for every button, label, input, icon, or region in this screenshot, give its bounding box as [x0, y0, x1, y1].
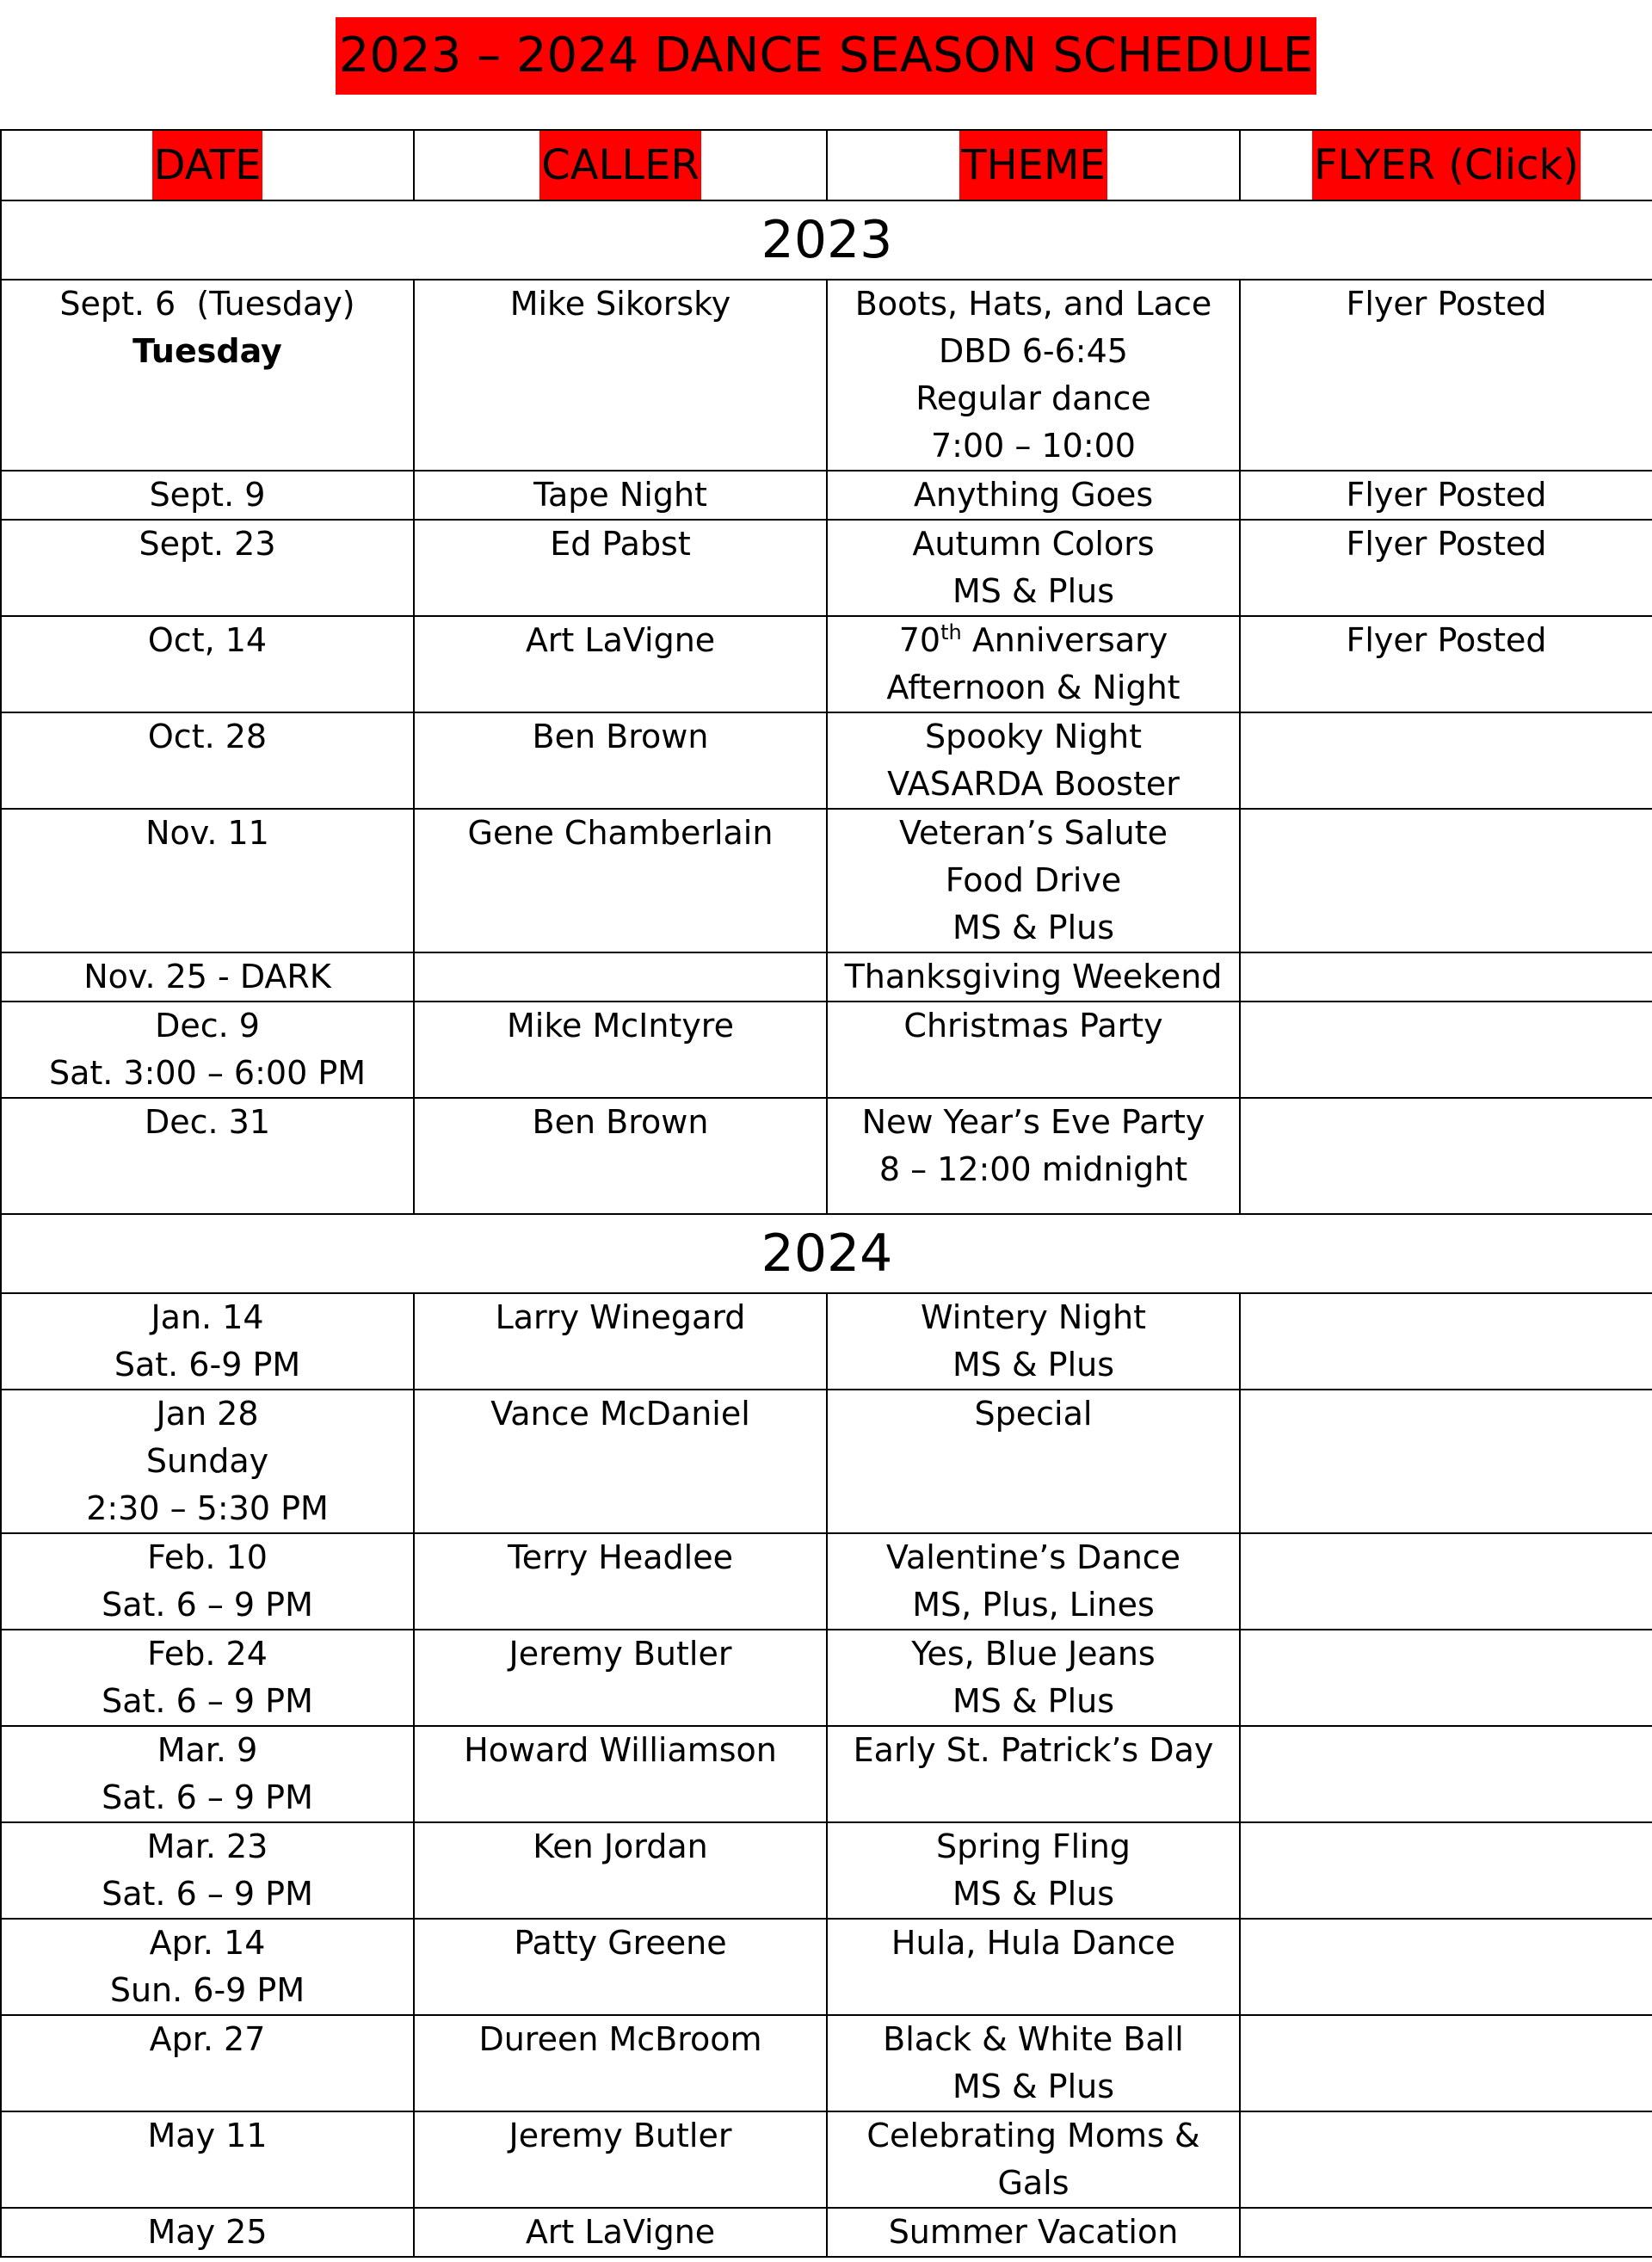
date-line: Tuesday	[133, 332, 282, 370]
caller-line: Art LaVigne	[525, 2213, 716, 2251]
theme-line: VASARDA Booster	[887, 765, 1180, 803]
date-cell	[1, 1726, 414, 1822]
caller-cell	[414, 1919, 827, 2015]
date-cell	[1, 952, 414, 1002]
caller-cell	[414, 1002, 827, 1098]
theme-line	[828, 617, 1239, 664]
flyer-cell	[1240, 1293, 1652, 1390]
table-row	[1, 1098, 1652, 1214]
title-container	[0, 17, 1652, 95]
date-cell	[1, 520, 414, 616]
header-cell-theme	[827, 130, 1240, 200]
flyer-cell	[1240, 2208, 1652, 2257]
theme-line: Gals	[997, 2164, 1069, 2202]
theme-line: MS & Plus	[952, 2068, 1115, 2105]
header-cell-caller	[414, 130, 827, 200]
caller-cell	[414, 1293, 827, 1390]
caller-line: Jeremy Butler	[509, 1635, 732, 1673]
flyer-cell	[1240, 1822, 1652, 1919]
theme-cell	[827, 1919, 1240, 2015]
caller-line: Vance McDaniel	[490, 1395, 750, 1433]
theme-cell	[827, 1726, 1240, 1822]
theme-line: Celebrating Moms &	[866, 2117, 1200, 2154]
date-line: Jan 28	[156, 1395, 259, 1433]
caller-cell	[414, 1726, 827, 1822]
theme-line: Boots, Hats, and Lace	[854, 285, 1212, 323]
date-cell	[1, 616, 414, 712]
date-line: Nov. 25 - DARK	[83, 958, 331, 995]
caller-line: Patty Greene	[514, 1924, 727, 1962]
theme-number: 70	[898, 621, 941, 659]
table-row	[1, 712, 1652, 809]
flyer-cell	[1240, 1002, 1652, 1098]
theme-line: Afternoon & Night	[886, 669, 1180, 706]
table-row	[1, 809, 1652, 952]
theme-line: Summer Vacation	[888, 2213, 1179, 2251]
date-line: Oct, 14	[147, 621, 268, 659]
caller-line: Larry Winegard	[495, 1298, 746, 1336]
date-line: Jan. 14	[151, 1298, 264, 1336]
caller-line: Art LaVigne	[525, 621, 716, 659]
flyer-cell[interactable]	[1240, 471, 1652, 520]
theme-line: Anything Goes	[913, 476, 1154, 514]
flyer-link[interactable]: Flyer Posted	[1346, 285, 1547, 323]
date-line: Sat. 6 – 9 PM	[102, 1586, 313, 1624]
date-line: Mar. 23	[146, 1827, 268, 1865]
table-row	[1, 1726, 1652, 1822]
flyer-cell[interactable]	[1240, 520, 1652, 616]
theme-line: MS & Plus	[952, 572, 1115, 610]
theme-line: Regular dance	[915, 379, 1151, 417]
caller-line: Ben Brown	[532, 1103, 709, 1141]
date-line: Apr. 14	[149, 1924, 266, 1962]
theme-cell	[827, 2015, 1240, 2111]
header-theme: THEME	[959, 131, 1106, 200]
flyer-link[interactable]: Flyer Posted	[1346, 621, 1547, 659]
year-heading: 2024	[1, 1214, 1652, 1293]
date-line: Sat. 6 – 9 PM	[102, 1875, 313, 1913]
flyer-cell	[1240, 952, 1652, 1002]
theme-line: Hula, Hula Dance	[891, 1924, 1176, 1962]
table-row	[1, 1002, 1652, 1098]
caller-line: Mike Sikorsky	[509, 285, 731, 323]
flyer-cell	[1240, 1098, 1652, 1214]
theme-line: New Year’s Eve Party	[861, 1103, 1205, 1141]
theme-cell	[827, 809, 1240, 952]
date-cell	[1, 1822, 414, 1919]
schedule-table	[0, 129, 1652, 2258]
theme-superscript: th	[940, 620, 962, 644]
date-line: Apr. 27	[149, 2020, 266, 2058]
date-line: Oct. 28	[147, 718, 268, 755]
theme-cell	[827, 952, 1240, 1002]
theme-line: MS & Plus	[952, 1682, 1115, 1720]
caller-cell	[414, 2208, 827, 2257]
date-line: May 25	[147, 2213, 268, 2251]
theme-line: DBD 6-6:45	[939, 332, 1128, 370]
caller-cell	[414, 520, 827, 616]
year-row	[1, 200, 1652, 280]
date-line: Sept. 6 (Tuesday)	[59, 285, 355, 323]
date-line: Sat. 3:00 – 6:00 PM	[48, 1054, 367, 1092]
flyer-cell	[1240, 1630, 1652, 1726]
theme-line: Early St. Patrick’s Day	[853, 1731, 1214, 1769]
date-line: Sun. 6-9 PM	[109, 1971, 305, 2009]
table-row	[1, 1919, 1652, 2015]
theme-line: Special	[974, 1395, 1093, 1433]
theme-line: MS & Plus	[952, 1346, 1115, 1384]
date-cell	[1, 1002, 414, 1098]
table-row	[1, 2208, 1652, 2257]
caller-cell	[414, 616, 827, 712]
caller-line: Tape Night	[533, 476, 707, 514]
theme-cell	[827, 2111, 1240, 2208]
theme-line: Food Drive	[945, 861, 1122, 899]
table-row	[1, 1390, 1652, 1533]
header-cell-date	[1, 130, 414, 200]
caller-cell	[414, 1390, 827, 1533]
date-line: Sat. 6-9 PM	[114, 1346, 301, 1384]
caller-cell	[414, 280, 827, 471]
theme-cell	[827, 520, 1240, 616]
date-cell	[1, 2015, 414, 2111]
flyer-cell	[1240, 2015, 1652, 2111]
date-cell	[1, 712, 414, 809]
header-flyer: FLYER (Click)	[1312, 131, 1581, 200]
table-row	[1, 280, 1652, 471]
date-line: Sept. 9	[149, 476, 266, 514]
header-row	[1, 130, 1652, 200]
theme-line: Autumn Colors	[912, 525, 1155, 563]
header-cell-flyer	[1240, 130, 1652, 200]
date-line: May 11	[147, 2117, 268, 2154]
flyer-link[interactable]: Flyer Posted	[1346, 476, 1547, 514]
date-line: Sat. 6 – 9 PM	[102, 1682, 313, 1720]
flyer-cell	[1240, 712, 1652, 809]
date-line: Feb. 24	[147, 1635, 268, 1673]
date-cell	[1, 2208, 414, 2257]
theme-line: MS & Plus	[952, 1875, 1115, 1913]
caller-cell	[414, 2015, 827, 2111]
theme-line: 8 – 12:00 midnight	[878, 1150, 1188, 1188]
year-heading: 2023	[1, 200, 1652, 280]
date-line: Dec. 31	[144, 1103, 271, 1141]
theme-line: Yes, Blue Jeans	[911, 1635, 1156, 1673]
date-line: Dec. 9	[155, 1007, 260, 1045]
date-cell	[1, 280, 414, 471]
caller-cell	[414, 952, 827, 1002]
table-row	[1, 952, 1652, 1002]
date-line: Sept. 23	[139, 525, 276, 563]
theme-line: Veteran’s Salute	[899, 814, 1168, 852]
date-cell	[1, 1630, 414, 1726]
caller-cell	[414, 2111, 827, 2208]
theme-line: Wintery Night	[921, 1298, 1146, 1336]
date-line: Sunday	[145, 1442, 269, 1480]
caller-line: Mike McIntyre	[507, 1007, 734, 1045]
date-line: Nov. 11	[145, 814, 269, 852]
page-title: 2023 – 2024 DANCE SEASON SCHEDULE	[336, 17, 1316, 95]
theme-cell	[827, 1390, 1240, 1533]
flyer-cell[interactable]	[1240, 616, 1652, 712]
theme-line: Valentine’s Dance	[885, 1538, 1181, 1576]
table-row	[1, 616, 1652, 712]
date-line: 2:30 – 5:30 PM	[86, 1489, 329, 1527]
caller-line: Ken Jordan	[533, 1827, 708, 1865]
theme-cell	[827, 616, 1240, 712]
theme-cell	[827, 712, 1240, 809]
schedule-body	[1, 200, 1652, 2257]
caller-line: Dureen McBroom	[478, 2020, 762, 2058]
theme-cell	[827, 1293, 1240, 1390]
year-row	[1, 1214, 1652, 1293]
date-line: Sat. 6 – 9 PM	[102, 1778, 313, 1816]
date-cell	[1, 2111, 414, 2208]
theme-cell	[827, 1822, 1240, 1919]
theme-line: MS & Plus	[952, 909, 1115, 946]
caller-line: Howard Williamson	[464, 1731, 777, 1769]
theme-suffix: Anniversary	[961, 621, 1168, 659]
caller-line: Terry Headlee	[508, 1538, 733, 1576]
theme-line: Christmas Party	[903, 1007, 1163, 1045]
theme-cell	[827, 1002, 1240, 1098]
theme-line: Thanksgiving Weekend	[844, 958, 1223, 995]
theme-cell	[827, 1533, 1240, 1630]
theme-line: Spring Fling	[936, 1827, 1131, 1865]
caller-line: Ed Pabst	[550, 525, 691, 563]
caller-cell	[414, 1630, 827, 1726]
theme-cell	[827, 2208, 1240, 2257]
date-cell	[1, 471, 414, 520]
date-line: Mar. 9	[157, 1731, 258, 1769]
flyer-cell	[1240, 809, 1652, 952]
caller-cell	[414, 1098, 827, 1214]
caller-line: Gene Chamberlain	[467, 814, 774, 852]
date-cell	[1, 1390, 414, 1533]
table-row	[1, 1822, 1652, 1919]
table-row	[1, 2111, 1652, 2208]
table-row	[1, 2015, 1652, 2111]
date-line: Feb. 10	[147, 1538, 268, 1576]
flyer-cell	[1240, 2111, 1652, 2208]
flyer-cell[interactable]	[1240, 280, 1652, 471]
date-cell	[1, 1098, 414, 1214]
caller-line: Ben Brown	[532, 718, 709, 755]
caller-cell	[414, 712, 827, 809]
caller-cell	[414, 1533, 827, 1630]
theme-line: MS, Plus, Lines	[912, 1586, 1155, 1624]
theme-cell	[827, 1098, 1240, 1214]
flyer-link[interactable]: Flyer Posted	[1346, 525, 1547, 563]
theme-line: Black & White Ball	[883, 2020, 1184, 2058]
header-date: DATE	[152, 131, 263, 200]
table-row	[1, 1533, 1652, 1630]
caller-cell	[414, 1822, 827, 1919]
table-row	[1, 1630, 1652, 1726]
date-cell	[1, 1293, 414, 1390]
header-caller: CALLER	[539, 131, 701, 200]
date-cell	[1, 1919, 414, 2015]
theme-cell	[827, 1630, 1240, 1726]
table-row	[1, 1293, 1652, 1390]
table-row	[1, 520, 1652, 616]
theme-cell	[827, 280, 1240, 471]
table-row	[1, 471, 1652, 520]
flyer-cell	[1240, 1726, 1652, 1822]
flyer-cell	[1240, 1919, 1652, 2015]
caller-cell	[414, 471, 827, 520]
caller-line: Jeremy Butler	[509, 2117, 732, 2154]
date-cell	[1, 1533, 414, 1630]
flyer-cell	[1240, 1390, 1652, 1533]
theme-line: 7:00 – 10:00	[930, 427, 1136, 465]
theme-line: Spooky Night	[924, 718, 1143, 755]
theme-cell	[827, 471, 1240, 520]
flyer-cell	[1240, 1533, 1652, 1630]
date-cell	[1, 809, 414, 952]
caller-cell	[414, 809, 827, 952]
